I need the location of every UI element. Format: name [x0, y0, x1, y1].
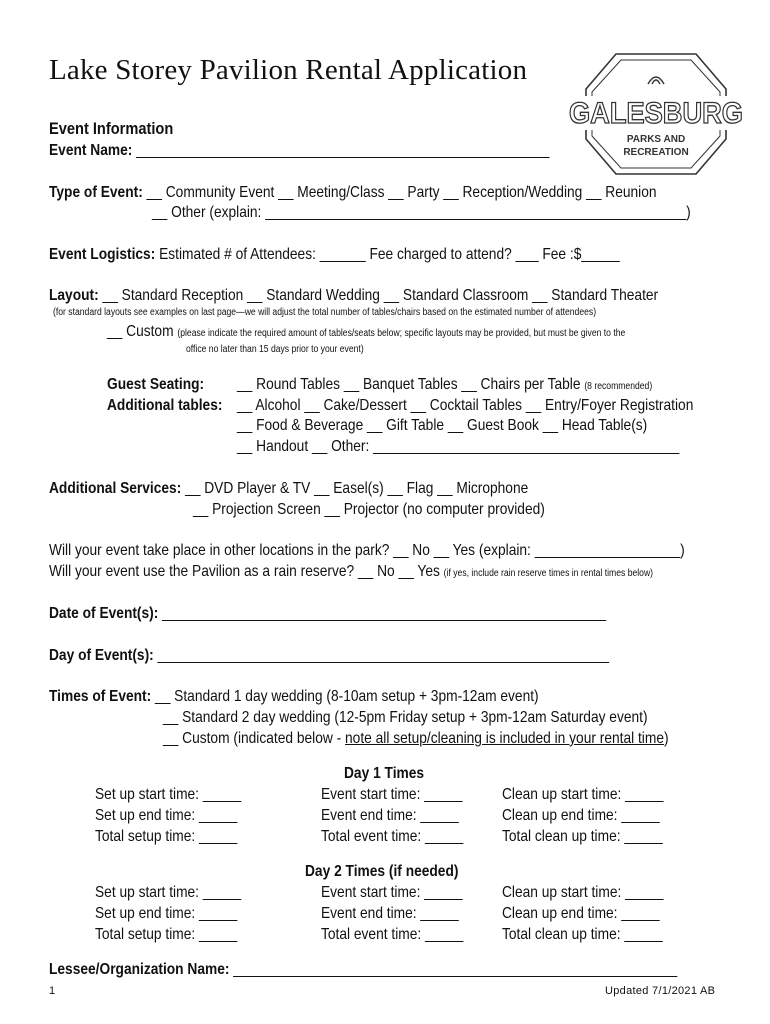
guest-seating-label: Guest Seating:: [107, 376, 205, 393]
additional-tables-line-2[interactable]: __ Food & Beverage __ Gift Table __ Guest Book __ Head Table(s): [237, 417, 648, 434]
services-options-1[interactable]: __ DVD Player & TV __ Easel(s) __ Flag __ Microphone: [185, 480, 529, 497]
day1-event-total[interactable]: Total event time: _____: [321, 828, 464, 845]
other-locations-question[interactable]: Will your event take place in other locations in the park? __ No __ Yes (explain: ___________________): [49, 542, 685, 559]
event-name-row[interactable]: [49, 142, 549, 160]
layout-label: Layout:: [49, 287, 99, 304]
type-of-event-row[interactable]: [49, 184, 657, 202]
lessee-label: Lessee/Organization Name:: [49, 961, 230, 978]
page-title: Lake Storey Pavilion Rental Application: [49, 54, 528, 86]
day1-event-start[interactable]: Event start time: _____: [321, 786, 463, 803]
day2-event-end[interactable]: Event end time: _____: [321, 905, 459, 922]
logo-sub1: PARKS AND: [626, 134, 686, 145]
day1-clean-total[interactable]: Total clean up time: _____: [502, 828, 663, 845]
logo-name: GALESBURG: [569, 97, 743, 130]
additional-tables-line-3[interactable]: __ Handout __ Other: ________________________________________: [237, 438, 680, 455]
day2-setup-start[interactable]: Set up start time: _____: [95, 884, 242, 901]
layout-custom-row[interactable]: [107, 323, 625, 341]
guest-seating-choices[interactable]: __ Round Tables __ Banquet Tables __ Chairs per Table: [237, 376, 581, 393]
layout-custom-note: (please indicate the required amount of tables/seats below; specific layouts may be provided, but must be given to the: [177, 328, 626, 339]
event-logistics-fields[interactable]: Estimated # of Attendees: ______ Fee charged to attend? ___ Fee :$_____: [159, 246, 620, 263]
layout-note: (for standard layouts see examples on last page—we will adjust the total number of tables/chairs based on the estimated number of attendees): [53, 307, 597, 318]
galesburg-logo: [566, 44, 746, 184]
times-option-3[interactable]: [163, 730, 669, 748]
guest-seating-options[interactable]: [237, 376, 652, 394]
day2-event-total[interactable]: Total event time: _____: [321, 926, 464, 943]
day-of-event-label: Day of Event(s):: [49, 647, 154, 664]
services-label: Additional Services:: [49, 480, 182, 497]
type-of-event-other[interactable]: __ Other (explain: _______________________________________________________): [152, 204, 691, 221]
updated-note: Updated 7/1/2021 AB: [605, 985, 716, 997]
logo-sub2: RECREATION: [623, 147, 689, 158]
day2-clean-total[interactable]: Total clean up time: _____: [502, 926, 663, 943]
day1-setup-total[interactable]: Total setup time: _____: [95, 828, 238, 845]
event-logistics-row[interactable]: [49, 246, 620, 264]
day-of-event-row[interactable]: [49, 647, 609, 665]
day2-heading: Day 2 Times (if needed): [305, 863, 459, 880]
rain-reserve-row[interactable]: [49, 563, 653, 581]
rain-reserve-question[interactable]: Will your event use the Pavilion as a rain reserve? __ No __ Yes: [49, 563, 440, 580]
event-name-label: Event Name:: [49, 142, 133, 159]
date-of-event-field[interactable]: __________________________________________________________: [162, 605, 607, 622]
day1-setup-start[interactable]: Set up start time: _____: [95, 786, 242, 803]
page-number: 1: [49, 985, 56, 997]
additional-tables-line-1[interactable]: __ Alcohol __ Cake/Dessert __ Cocktail Tables __ Entry/Foyer Registration: [237, 397, 694, 414]
lessee-field[interactable]: __________________________________________________________: [233, 961, 678, 978]
lessee-row[interactable]: [49, 961, 677, 979]
day2-clean-start[interactable]: Clean up start time: _____: [502, 884, 664, 901]
day2-clean-end[interactable]: Clean up end time: _____: [502, 905, 660, 922]
layout-custom-note-2: office no later than 15 days prior to your event): [186, 344, 364, 355]
services-options-2[interactable]: __ Projection Screen __ Projector (no computer provided): [193, 501, 545, 518]
day1-clean-end[interactable]: Clean up end time: _____: [502, 807, 660, 824]
times-option-3-label[interactable]: __ Custom (indicated below -: [163, 730, 346, 747]
layout-row[interactable]: [49, 287, 658, 305]
layout-options[interactable]: __ Standard Reception __ Standard Wedding __ Standard Classroom __ Standard Theater: [102, 287, 659, 304]
day1-setup-end[interactable]: Set up end time: _____: [95, 807, 238, 824]
type-of-event-label: Type of Event:: [49, 184, 143, 201]
day2-setup-total[interactable]: Total setup time: _____: [95, 926, 238, 943]
day-of-event-field[interactable]: ___________________________________________________________: [157, 647, 610, 664]
additional-tables-label: Additional tables:: [107, 397, 223, 414]
times-option-2[interactable]: __ Standard 2 day wedding (12-5pm Friday setup + 3pm-12am Saturday event): [163, 709, 648, 726]
day2-event-start[interactable]: Event start time: _____: [321, 884, 463, 901]
event-logistics-label: Event Logistics:: [49, 246, 156, 263]
times-row[interactable]: [49, 688, 539, 706]
day1-heading: Day 1 Times: [344, 765, 425, 782]
day1-event-end[interactable]: Event end time: _____: [321, 807, 459, 824]
services-row[interactable]: [49, 480, 528, 498]
type-of-event-options[interactable]: __ Community Event __ Meeting/Class __ Party __ Reception/Wedding __ Reunion: [146, 184, 657, 201]
layout-custom-option[interactable]: __ Custom: [107, 323, 174, 340]
day2-setup-end[interactable]: Set up end time: _____: [95, 905, 238, 922]
event-name-field[interactable]: ______________________________________________________: [136, 142, 550, 159]
times-label: Times of Event:: [49, 688, 152, 705]
guest-seating-note: (8 recommended): [584, 381, 653, 392]
rain-reserve-note: (if yes, include rain reserve times in rental times below): [443, 568, 654, 579]
times-option-3-close: ): [663, 730, 669, 747]
date-of-event-row[interactable]: [49, 605, 606, 623]
event-info-heading: Event Information: [49, 119, 174, 138]
date-of-event-label: Date of Event(s):: [49, 605, 159, 622]
times-option-1[interactable]: __ Standard 1 day wedding (8-10am setup + 3pm-12am event): [155, 688, 539, 705]
day1-clean-start[interactable]: Clean up start time: _____: [502, 786, 664, 803]
times-option-3-note: note all setup/cleaning is included in your rental time: [345, 730, 664, 747]
